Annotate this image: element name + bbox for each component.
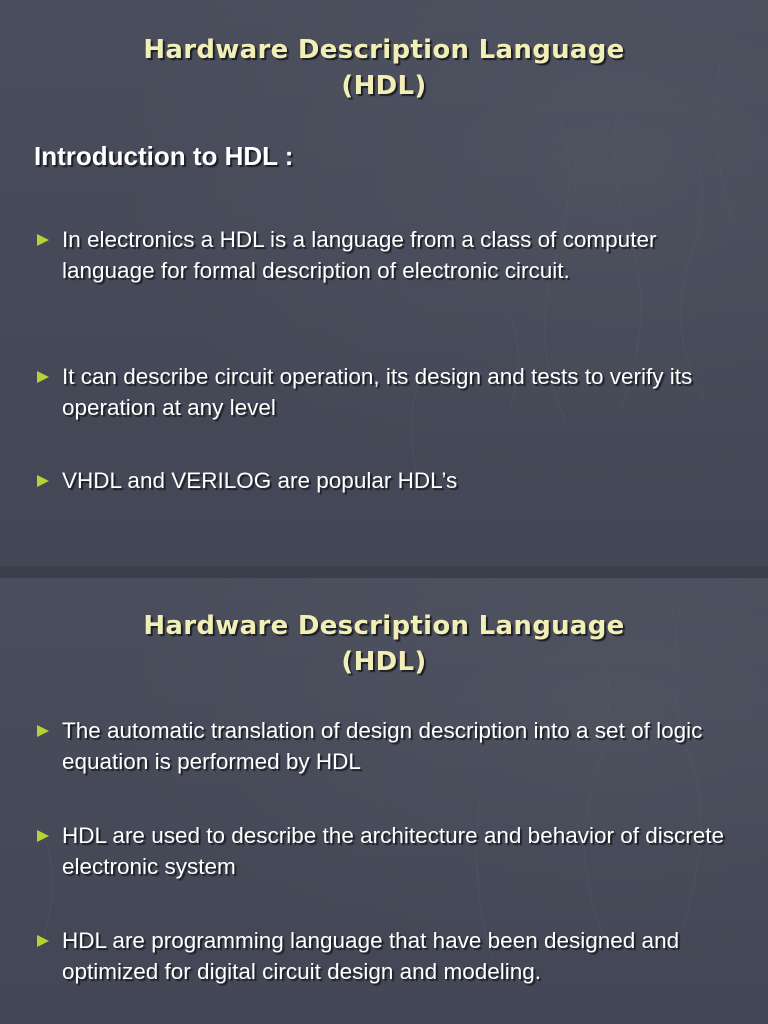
title-line-2: (HDL) bbox=[341, 71, 427, 101]
bullet-item bbox=[34, 225, 746, 286]
bullet-item bbox=[34, 821, 746, 882]
section-subheading: Introduction to HDL : bbox=[34, 141, 294, 171]
title-line-1: Hardware Description Language bbox=[143, 611, 625, 641]
triangle-bullet-icon bbox=[34, 926, 62, 956]
bullet-text: In electronics a HDL is a language from a class of computer language for formal description of electronic circuit. bbox=[62, 227, 657, 283]
bullet-text: It can describe circuit operation, its design and tests to verify its operation at any level bbox=[62, 364, 693, 420]
bullet-text: HDL are programming language that have been designed and optimized for digital circuit design and modeling. bbox=[62, 928, 680, 984]
triangle-bullet-icon bbox=[34, 362, 62, 392]
bullet-item bbox=[34, 926, 746, 987]
bullet-item bbox=[34, 716, 746, 777]
bullet-text: HDL are used to describe the architecture and behavior of discrete electronic system bbox=[62, 823, 725, 879]
slide-2 bbox=[0, 578, 768, 1024]
title-line-2: (HDL) bbox=[341, 647, 427, 677]
bullet-text: The automatic translation of design description into a set of logic equation is performed by HDL bbox=[62, 718, 703, 774]
triangle-bullet-icon bbox=[34, 225, 62, 255]
bullet-item bbox=[34, 362, 746, 423]
slide-title bbox=[0, 32, 768, 104]
bullet-item bbox=[34, 466, 746, 497]
slide-divider bbox=[0, 566, 768, 578]
bullet-text: VHDL and VERILOG are popular HDL’s bbox=[62, 468, 458, 493]
triangle-bullet-icon bbox=[34, 466, 62, 496]
triangle-bullet-icon bbox=[34, 716, 62, 746]
slide-title bbox=[0, 608, 768, 680]
title-line-1: Hardware Description Language bbox=[143, 35, 625, 65]
triangle-bullet-icon bbox=[34, 821, 62, 851]
